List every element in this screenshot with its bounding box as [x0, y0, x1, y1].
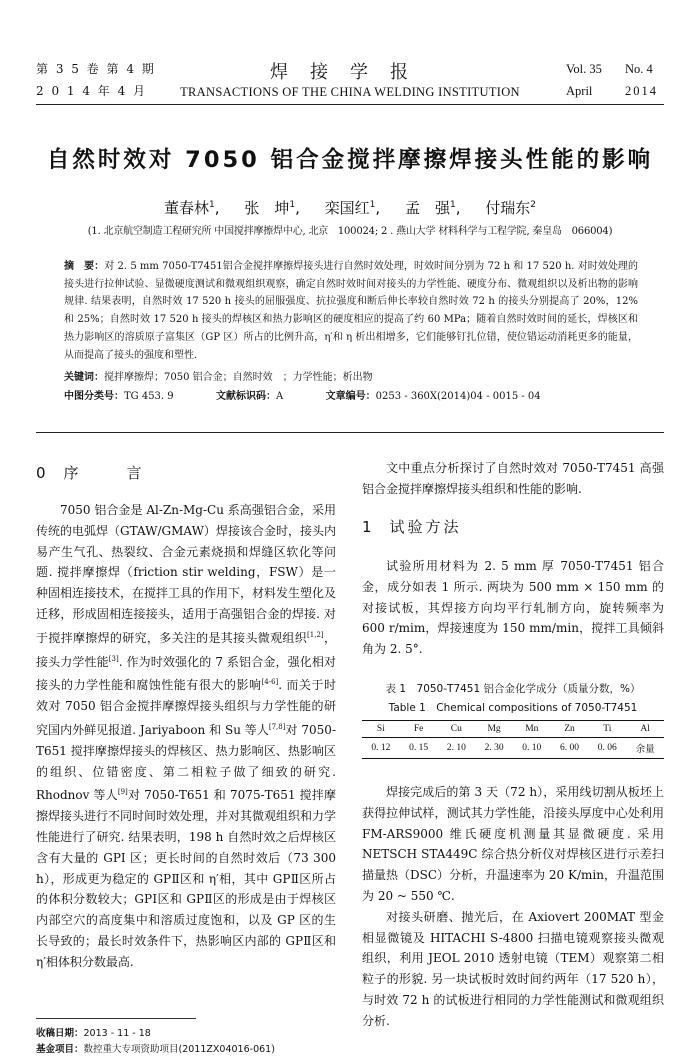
journal-date: 2 0 1 4 年 4 月 [36, 84, 148, 98]
affiliation: (1. 北京航空制造工程研究所 中国搅拌摩擦焊中心, 北京 100024; 2 . 燕山大学 材料科学与工程学院, 秦皇岛 066004) [87, 226, 613, 237]
journal-name-en: TRANSACTIONS OF THE CHINA WELDING INSTITUTION [180, 85, 520, 99]
section-heading-intro: 0 序 言 [36, 464, 148, 482]
header-rule [36, 104, 664, 105]
author: 栾国红$^1$, [324, 199, 381, 217]
abstract-text: 对 2. 5 mm 7050-T7451铝合金搅拌摩擦焊接头进行自然时效处理，时效时间分别为 72 h 和 17 520 h. 对时效处理的接头进行拉伸试验、显微硬度测试和微观组织观察，确定自然时效时间对接头的力学性能、硬度分布、微观组织以及析出物的影响规律. 结果表明，自然时效 17 520 h 接头的屈服强度、抗拉强度和断后伸长率较自然时效 72 h 的接头分别提高了 20%，12% 和 25%；自然时效 17 520 h 接头的焊核区和热力影响区的硬度相应的提高了约 60 MPa；随着自然时效时间的延长，焊核区和热力影响区的溶质原子富集区（GP 区）所占的比例升高，η′和 η 析出相增多，它们能够钉扎位错，使位错运动消耗更多的能量，从而提高了接头的强度和塑性. [64, 261, 638, 361]
composition-table [362, 720, 664, 759]
table-caption-cn: 表 1 7050-T7451 铝合金化学成分（质量分数，%） [385, 683, 641, 695]
abstract-label: 摘 要： [64, 261, 105, 272]
paper-title: 自然时效对 7050 铝合金搅拌摩擦焊接头性能的影响 [46, 147, 654, 173]
author-list [0, 197, 700, 218]
journal-name-cn: 焊接学报 [270, 62, 430, 83]
journal-month-en: April [566, 84, 593, 98]
right-intro: 文中重点分析探讨了自然时效对 7050-T7451 高强铝合金搅拌摩擦焊接头组织和性能的影响. [362, 461, 664, 496]
intro-paragraph: 7050 铝合金是 Al-Zn-Mg-Cu 系高强铝合金，采用传统的电弧焊（GTAW/GMAW）焊接该合金时，接头内易产生气孔、热裂纹、合金元素烧损和焊缝区软化等问题. 搅拌摩擦焊（friction stir welding，FSW）是一种固相连接技术，在搅拌工具的作用下，材料发生塑化及迁移，形成固相连接接头，适用于高强铝合金的焊接. 对于搅拌摩擦焊的研究，多关注的是其接头微观组织[1,2]，接头力学性能[3]. 作为时效强化的 7 系铝合金，强化相对接头的力学性能和腐蚀性能有很大的影响[4-6]. 而关于时效对 7050 铝合金搅拌摩擦焊接头组织与力学性能的研究国内外鲜见报道. Jariyaboon 和 Su 等人[7,8]对 7050-T651 搅拌摩擦焊接头的焊核区、热力影响区、热影响区的组织、位错密度、第二相粒子做了细致的研究. Rhodnov 等人[9]对 7050-T651 和 7075-T651 搅拌摩擦焊接头进行不同时间时效处理，并对其微观组织和力学性能进行了研究. 结果表明，198 h 自然时效之后焊核区含有大量的 GPI 区；更长时间的自然时效后（73 300 h），形成更为稳定的 GPⅡ区和 η′相，其中 GPⅡ区所占的体积分数较大；GPⅠ区和 GPⅡ区的形成是由于焊核区内部空穴的高度集中和溶质过度饱和，以及 GP 区的生长导致的；最长时效条件下，热影响区内部的 GPⅡ区和 η′相体积分数最高. [36, 503, 337, 969]
table-caption-en: Table 1 Chemical compositions of 7050-T7451 [388, 702, 638, 714]
intro-body [36, 500, 336, 973]
method-paragraph: 焊接完成后的第 3 天（72 h），采用线切割从板坯上获得拉伸试样，测试其力学性能，沿接头厚度中心处利用 FM-ARS9000 维氏硬度机测量其显微硬度. 采用 NETSCH STA449C 综合热分析仪对焊核区进行示差扫描量热（DSC）分析，升温速率为 20 K/min，升温范围为 20 ~ 550 ℃. [362, 785, 664, 903]
classification-line: 中图分类号：TG 453. 9 文献标识码：A 文章编号：0253 - 360X(2014)04 - 0015 - 04 [64, 391, 541, 402]
journal-vol-en: Vol. 35 [566, 62, 602, 76]
method-paragraph: 对接头研磨、抛光后，在 Axiovert 200MAT 型金相显微镜及 HITACHI S-4800 扫描电镜观察接头微观组织，利用 JEOL 2010 透射电镜（TEM）观察第二相粒子的形貌. 另一块试板时效时间约两年（17 520 h），与时效 72 h 的试板进行相同的力学性能测试和微观组织分析. [362, 909, 664, 1028]
author: 张 坤$^1$, [244, 199, 300, 217]
author: 付瑞东$^2$ [485, 199, 536, 217]
section-heading-method: 1 试验方法 [362, 518, 462, 536]
journal-volume-issue: 第 3 5 卷 第 4 期 [36, 62, 156, 76]
journal-year-en: 2014 [625, 84, 658, 98]
table-header-row: Si Fe Cu Mg Mn Zn Ti Al [362, 721, 664, 738]
method-body: 试验所用材料为 2. 5 mm 厚 7050-T7451 铝合金，成分如表 1 所示. 两块为 500 mm × 150 mm 的对接试板，其焊接方向均平行轧制方向，旋转频率为 600 r/mim，焊接速度为 150 mm/min，搅拌工具倾斜角为 2. 5°. [362, 559, 664, 657]
journal-no-en: No. 4 [625, 62, 653, 76]
table-row: 0. 12 0. 15 2. 10 2. 30 0. 10 6. 00 0. 06 余量 [371, 743, 655, 755]
author: 董春林$^1$, [164, 199, 220, 217]
abstract-rule [36, 432, 664, 433]
abstract [64, 258, 638, 364]
received-date: 收稿日期：2013 - 11 - 18 [36, 1028, 151, 1039]
author: 孟 强$^1$, [404, 199, 461, 217]
footnote-rule [36, 1018, 196, 1019]
method-body-continued [362, 782, 664, 1032]
funding: 基金项目：数控重大专项资助项目(2011ZX04016-061) [36, 1044, 275, 1055]
keywords: 关键词：搅拌摩擦焊；7050 铝合金；自然时效 ；力学性能；析出物 [64, 372, 373, 383]
